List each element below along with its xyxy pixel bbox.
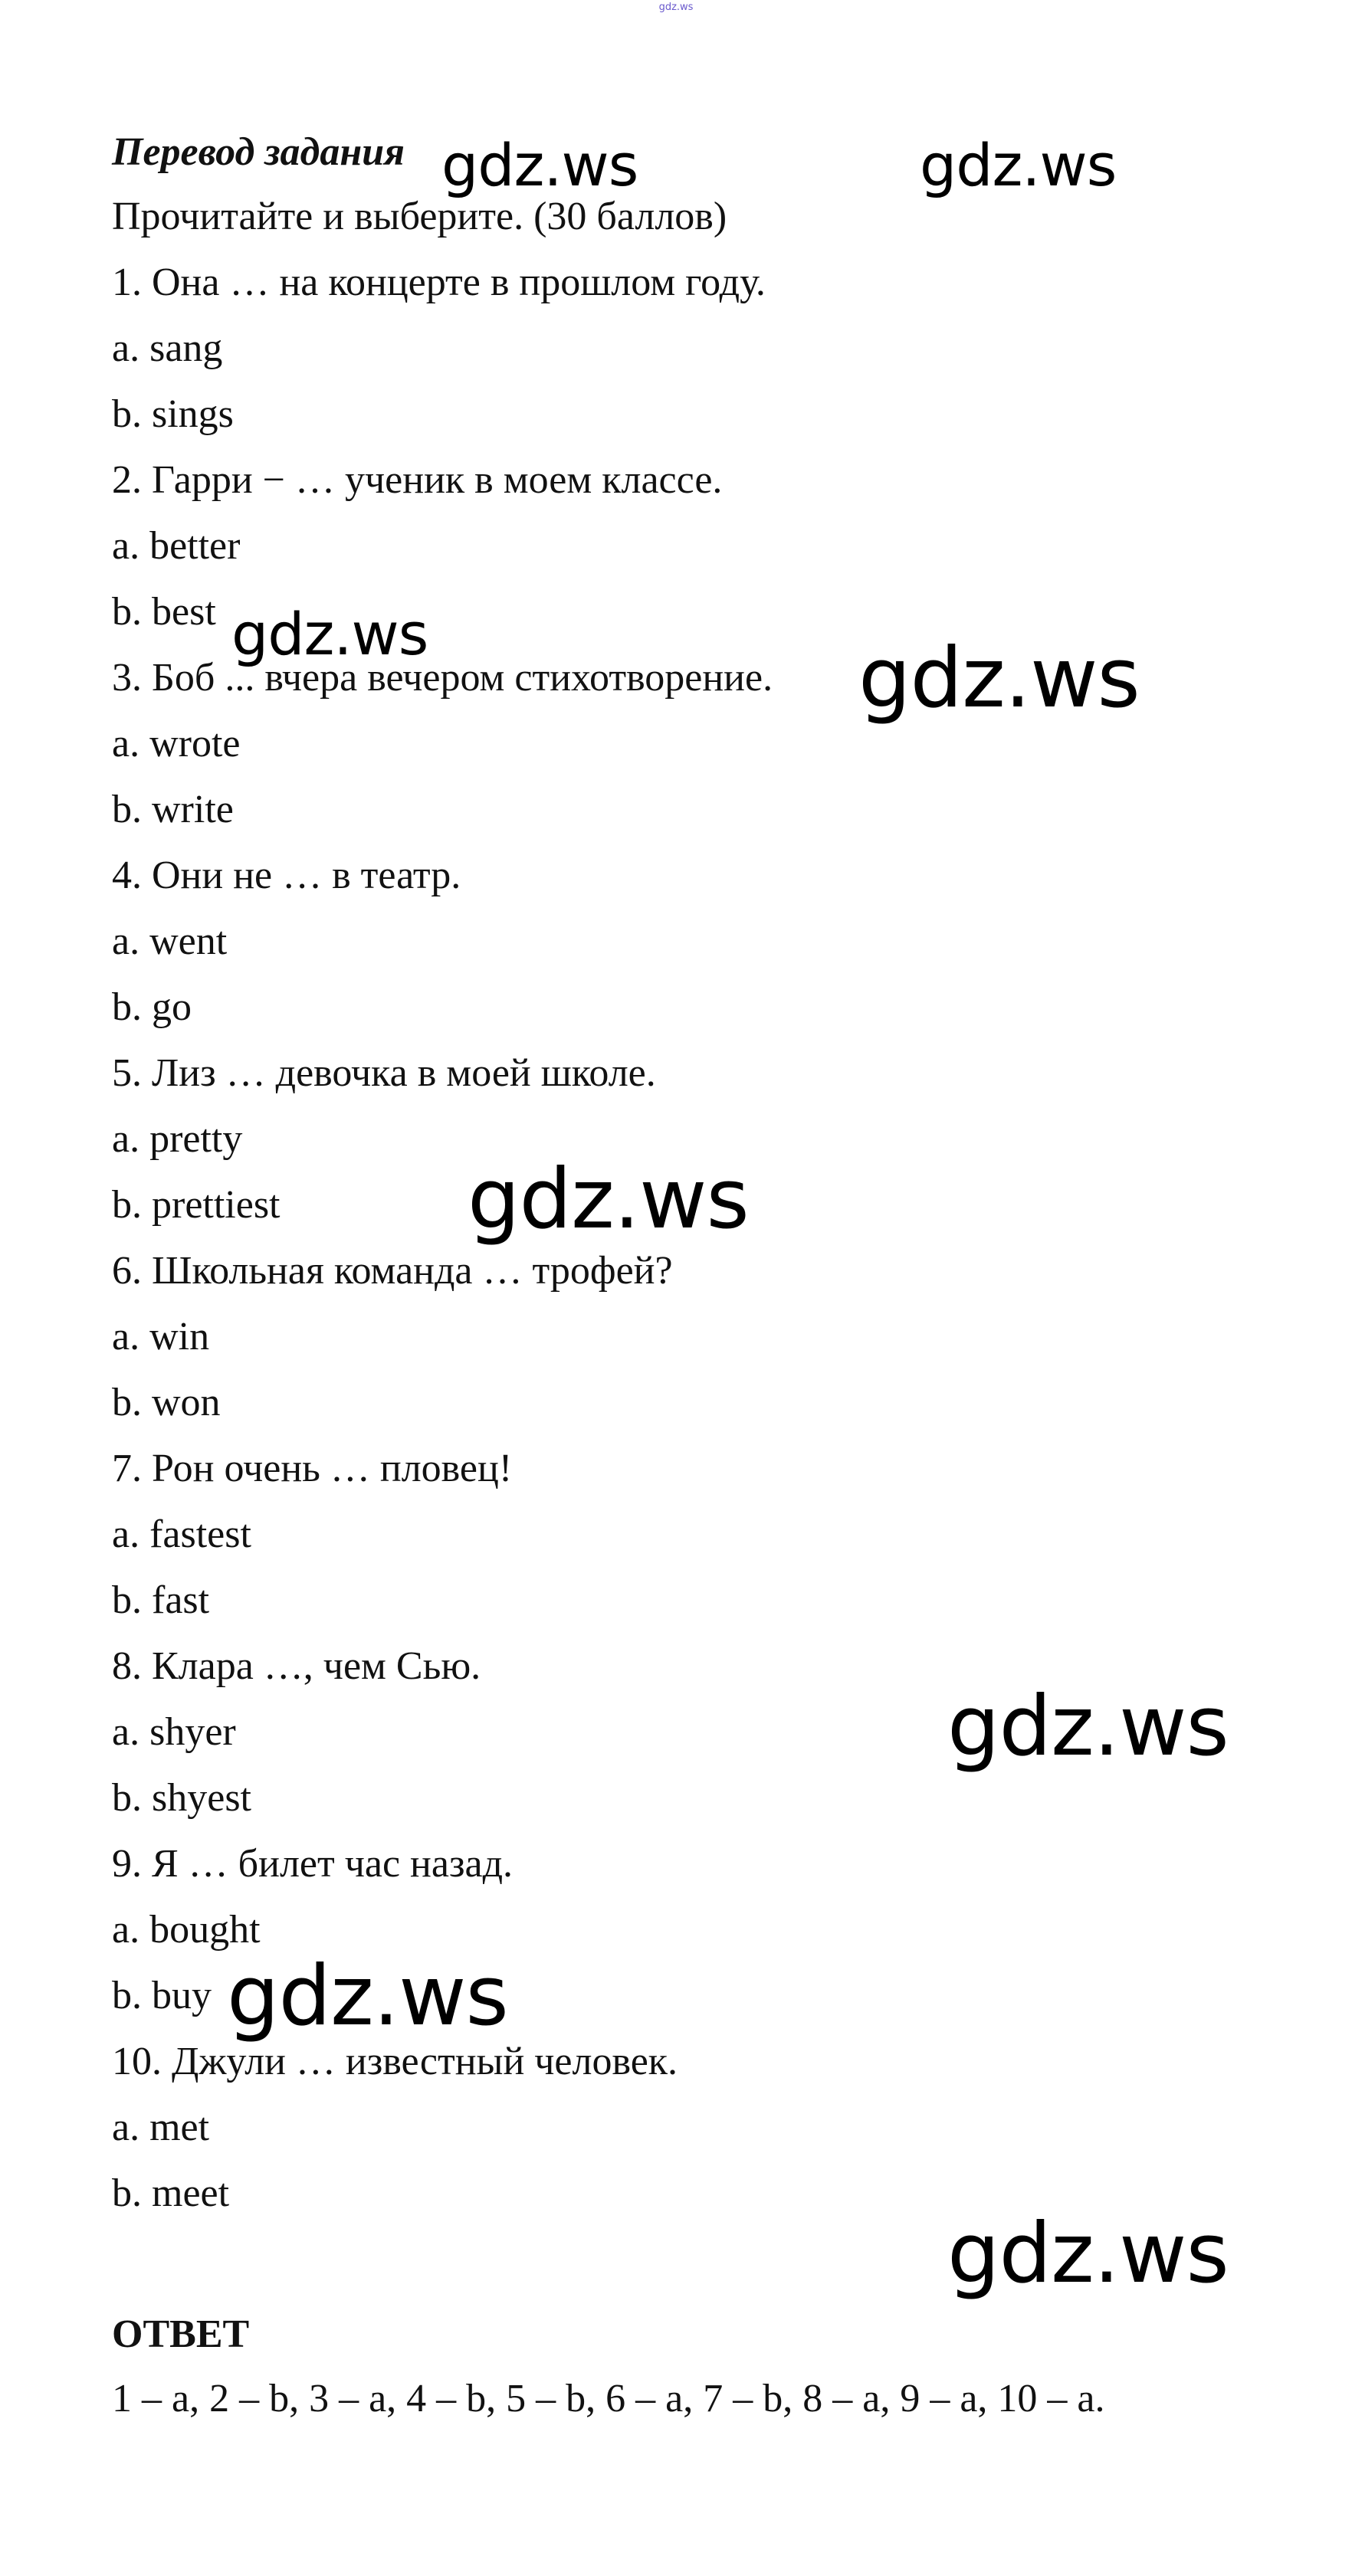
watermark: gdz.ws (231, 600, 428, 668)
option-5b: b. prettiest (112, 1183, 281, 1227)
option-6b: b. won (112, 1381, 221, 1424)
question-3: 3. Боб ... вчера вечером стихотворение. (112, 656, 773, 700)
option-2a: a. better (112, 524, 241, 568)
question-6: 6. Школьная команда … трофей? (112, 1249, 673, 1293)
option-3b: b. write (112, 788, 234, 831)
watermark: gdz.ws (947, 1679, 1229, 1775)
option-5a: a. pretty (112, 1117, 243, 1161)
option-2b: b. best (112, 590, 216, 634)
task-heading: Перевод задания (112, 130, 405, 174)
top-watermark: gdz.ws (658, 2, 694, 13)
option-4b: b. go (112, 985, 192, 1029)
option-9b: b. buy (112, 1974, 212, 2017)
task-instruction: Прочитайте и выберите. (30 баллов) (112, 195, 727, 238)
watermark: gdz.ws (947, 2206, 1229, 2302)
question-10: 10. Джули … известный человек. (112, 2040, 678, 2083)
option-7b: b. fast (112, 1578, 210, 1622)
watermark: gdz.ws (227, 1948, 508, 2044)
option-8a: a. shyer (112, 1710, 236, 1754)
watermark: gdz.ws (920, 131, 1117, 199)
option-6a: a. win (112, 1315, 210, 1358)
watermark: gdz.ws (858, 631, 1140, 726)
option-9a: a. bought (112, 1908, 261, 1952)
question-2: 2. Гарри − … ученик в моем классе. (112, 458, 723, 502)
question-1: 1. Она … на концерте в прошлом году. (112, 261, 766, 304)
option-1b: b. sings (112, 392, 234, 436)
option-10a: a. met (112, 2106, 210, 2149)
question-4: 4. Они не … в театр. (112, 854, 461, 897)
watermark: gdz.ws (441, 131, 638, 199)
option-4a: a. went (112, 919, 228, 963)
answer-text: 1 – a, 2 – b, 3 – a, 4 – b, 5 – b, 6 – a, 7 – b, 8 – a, 9 – a, 10 – a. (112, 2377, 1105, 2420)
question-8: 8. Клара …, чем Сью. (112, 1644, 481, 1688)
option-8b: b. shyest (112, 1776, 251, 1820)
option-1a: a. sang (112, 326, 223, 370)
answer-heading: ОТВЕТ (112, 2312, 250, 2356)
option-10b: b. meet (112, 2171, 230, 2215)
watermark: gdz.ws (468, 1152, 749, 1247)
question-9: 9. Я … билет час назад. (112, 1842, 514, 1886)
question-5: 5. Лиз … девочка в моей школе. (112, 1051, 656, 1095)
question-7: 7. Рон очень … пловец! (112, 1447, 513, 1490)
option-7a: a. fastest (112, 1512, 251, 1556)
option-3a: a. wrote (112, 722, 241, 765)
